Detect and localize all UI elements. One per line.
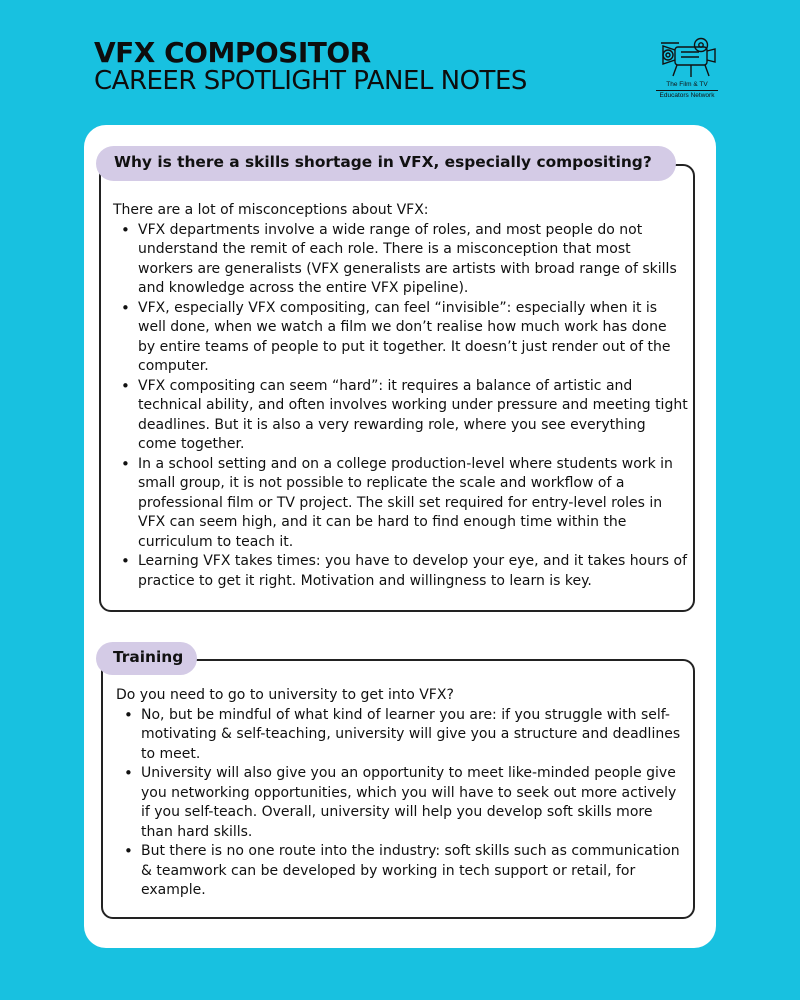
- list-item: • In a school setting and on a college production-level where students work in small group, it is not possible to replicate the scale and workflow of a professional film or TV project. The skill set required for entry-level roles in VFX can seem high, and it can be hard to find enough time within the curriculum to teach it.: [113, 455, 688, 553]
- logo-text-line1: The Film & TV: [666, 81, 708, 88]
- skills-shortage-intro: There are a lot of misconceptions about VFX:: [113, 202, 429, 218]
- logo-divider: [656, 90, 718, 91]
- skills-shortage-body: [113, 201, 688, 591]
- page-title: VFX COMPOSITOR: [94, 36, 371, 69]
- training-heading: [96, 642, 197, 675]
- film-camera-icon: [655, 36, 719, 80]
- skills-shortage-heading-text: Why is there a skills shortage in VFX, especially compositing?: [114, 153, 652, 171]
- training-body: [116, 686, 686, 901]
- list-item: • VFX compositing can seem “hard”: it requires a balance of artistic and technical ability, and often involves working under pressure and meeting tight deadlines. But it is also a very rewarding role, where you see everything come together.: [113, 377, 688, 455]
- skills-shortage-heading: [96, 146, 676, 181]
- skills-shortage-list: [113, 221, 688, 592]
- page-subtitle: CAREER SPOTLIGHT PANEL NOTES: [94, 66, 527, 96]
- training-list: [116, 706, 686, 901]
- list-item: • VFX, especially VFX compositing, can feel “invisible”: especially when it is well done, when we watch a film we don’t realise how much work has done by entire teams of people to put it together. It doesn’t just render out of the computer.: [113, 299, 688, 377]
- list-item: • University will also give you an opportunity to meet like-minded people give you networking opportunities, which you will have to seek out more actively if you self-teach. Overall, university will help you develop soft skills more than hard skills.: [116, 764, 686, 842]
- training-intro: Do you need to go to university to get into VFX?: [116, 687, 454, 703]
- network-logo: [632, 36, 742, 108]
- list-item: • But there is no one route into the industry: soft skills such as communication & teamwork can be developed by working in tech support or retail, for example.: [116, 842, 686, 901]
- list-item: • VFX departments involve a wide range of roles, and most people do not understand the remit of each role. There is a misconception that most workers are generalists (VFX generalists are artists with broad range of skills and knowledge across the entire VFX pipeline).: [113, 221, 688, 299]
- list-item: • Learning VFX takes times: you have to develop your eye, and it takes hours of practice to get it right. Motivation and willingness to learn is key.: [113, 552, 688, 591]
- logo-text-line2: Educators Network: [659, 92, 715, 99]
- training-heading-text: Training: [113, 648, 184, 666]
- content-card: [84, 125, 716, 948]
- list-item: • No, but be mindful of what kind of learner you are: if you struggle with self-motivating & self-teaching, university will give you a structure and deadlines to meet.: [116, 706, 686, 765]
